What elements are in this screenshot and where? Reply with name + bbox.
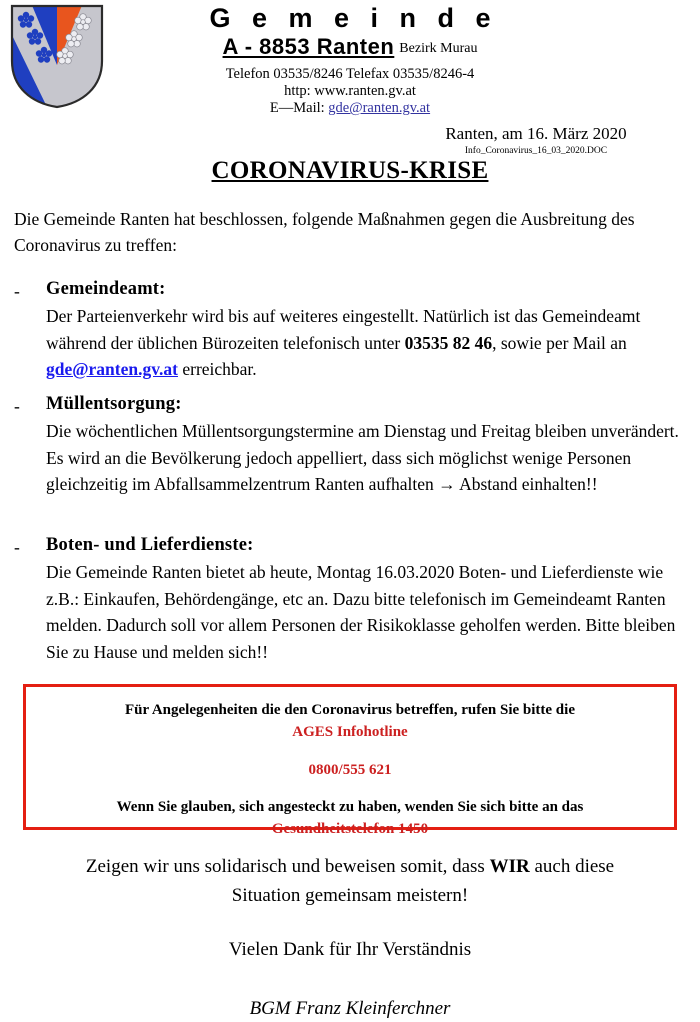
section-paragraph xyxy=(46,303,686,383)
health-hotline-number: Gesundheitstelefon 1450 xyxy=(271,821,429,837)
phone-fax-line: Telefon 03535/8246 Telefax 03535/8246-4 xyxy=(225,66,475,82)
hotline-intro-text: Für Angelegenheiten die den Coronavirus betreffen, rufen Sie bitte die xyxy=(125,702,575,718)
postal-address: A - 8853 Ranten xyxy=(222,34,395,59)
section-gemeindeamt xyxy=(14,276,686,383)
page-title-text: CORONAVIRUS-KRISE xyxy=(211,157,489,184)
district-label: Bezirk Murau xyxy=(399,41,478,56)
closing-block xyxy=(0,852,700,1022)
bullet-marker: - xyxy=(14,396,20,416)
address-line xyxy=(120,34,580,64)
thanks-line: Vielen Dank für Ihr Verständnis xyxy=(228,939,472,960)
place-and-date: Ranten, am 16. März 2020 xyxy=(445,124,627,143)
document-filename: Info_Coronavirus_16_03_2020.DOC xyxy=(464,146,608,156)
intro-paragraph: Die Gemeinde Ranten hat beschlossen, folgende Maßnahmen gegen die Ausbreitung des Coronavirus zu treffen: xyxy=(14,209,635,255)
header-email-link[interactable]: gde@ranten.gv.at xyxy=(328,100,431,116)
hotline-callout-box xyxy=(23,684,677,837)
signature-line: BGM Franz Kleinferchner xyxy=(249,998,451,1019)
hotline-name: AGES Infohotline xyxy=(292,724,408,740)
solidarity-emphasis: WIR xyxy=(489,856,530,877)
spacer xyxy=(26,781,674,796)
bullet-marker: - xyxy=(14,281,20,301)
section-text-part-2: , sowie per Mail an xyxy=(492,332,627,353)
office-phone-number: 03535 82 46 xyxy=(404,332,493,353)
letterhead-text xyxy=(120,0,580,117)
section-muellentsorgung xyxy=(14,391,686,498)
section-paragraph: Die wöchentlichen Müllentsorgungstermine am Dienstag und Freitag bleiben unverändert. Es wird an die Bevölkerung jedoch appelliert, dass sich möglichst wenige Personen gleichzeitig im Abfallsammelzentrum Ranten aufhalten → Abstand einhalten!! xyxy=(46,421,679,494)
spacer xyxy=(26,743,674,759)
email-line xyxy=(120,100,580,117)
office-email-link[interactable]: gde@ranten.gv.at xyxy=(46,359,178,379)
section-text-part-1: Der Parteienverkehr wird bis auf weiteres eingestellt. Natürlich ist das Gemeindeamt während der üblichen Bürozeiten telefonisch unter xyxy=(46,306,641,353)
health-hotline-intro-text: Wenn Sie glauben, sich angesteckt zu haben, wenden Sie sich bitte an das xyxy=(116,799,584,815)
coat-of-arms-icon xyxy=(9,3,105,110)
hotline-phone-number: 0800/555 621 xyxy=(308,762,392,778)
solidarity-text-a: Zeigen wir uns solidarisch und beweisen somit, dass xyxy=(85,856,490,877)
section-text-part-3: erreichbar. xyxy=(177,359,257,379)
section-heading: Müllentsorgung: xyxy=(46,394,182,414)
solidarity-line-2: Situation gemeinsam meistern! xyxy=(231,885,469,906)
municipality-label: G e m e i n d e xyxy=(209,3,498,33)
letterhead xyxy=(0,0,700,118)
date-block xyxy=(396,124,676,157)
section-heading: Boten- und Lieferdienste: xyxy=(46,535,254,555)
section-paragraph: Die Gemeinde Ranten bietet ab heute, Montag 16.03.2020 Boten- und Lieferdienste wie z.B.: Einkaufen, Behördengänge, etc an. Dazu bitte telefonisch im Gemeindeamt Ranten melden. Dadurch soll vor allem Personen der Risikoklasse geholfen werden. Bitte bleiben Sie zu Hause und melden sich!! xyxy=(46,562,676,662)
section-heading: Gemeindeamt: xyxy=(46,279,166,299)
email-label: E—Mail: xyxy=(269,100,325,116)
bullet-marker: - xyxy=(14,537,20,557)
solidarity-line-1 xyxy=(0,852,700,881)
solidarity-text-b: auch diese xyxy=(529,856,615,877)
website-line: http: www.ranten.gv.at xyxy=(284,83,416,99)
section-boten-lieferdienste xyxy=(14,532,686,665)
page-title xyxy=(0,157,700,185)
